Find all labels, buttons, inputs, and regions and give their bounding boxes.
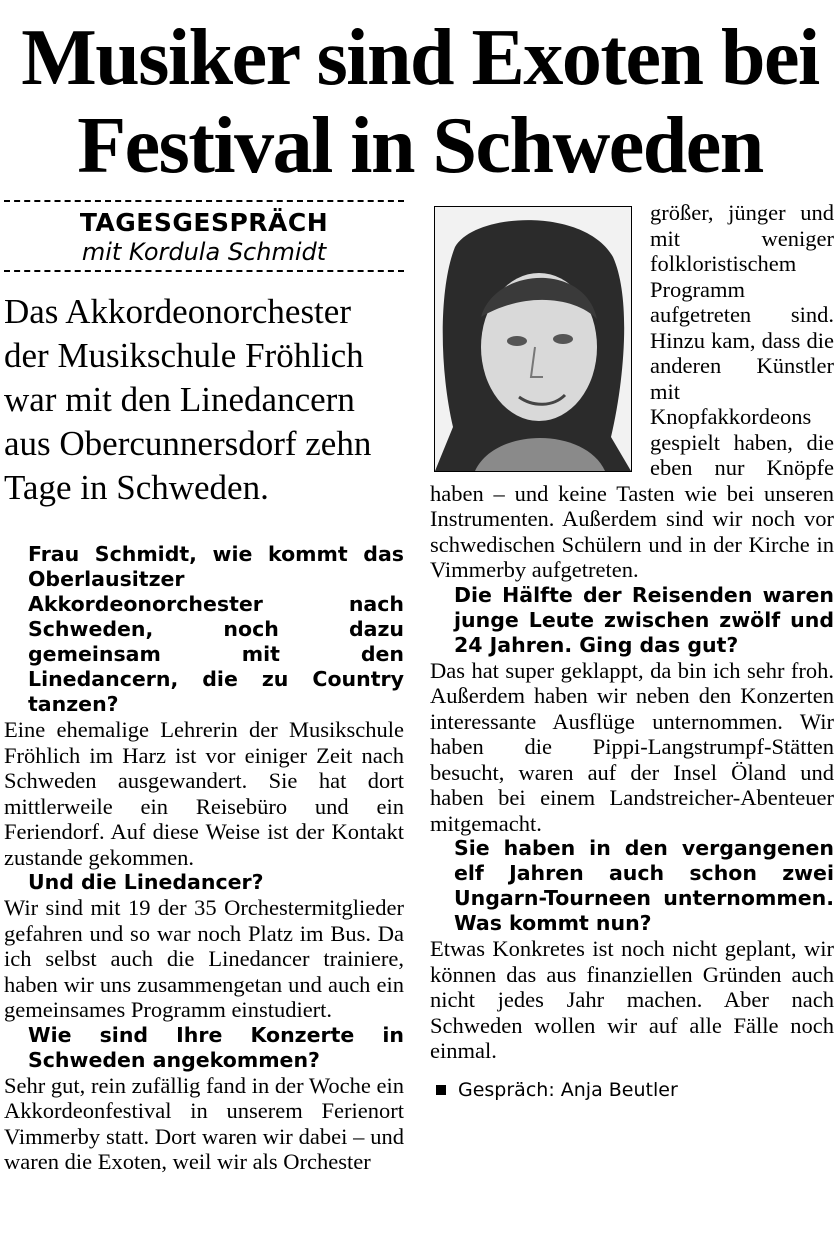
rubric-box: [4, 200, 404, 272]
interview-answer: Sehr gut, rein zufällig fand in der Woche ein Akkordeonfestival in unserem Ferienort Vimmerby statt. Dort waren wir dabei – und waren die Exoten, weil wir als Orchester: [4, 1072, 404, 1174]
interview-question: Die Hälfte der Reisenden waren junge Leute zwischen zwölf und 24 Jahren. Ging das gut?: [454, 582, 834, 657]
headline: Musiker sind Exoten bei Festival in Schweden: [21, 14, 819, 190]
credit-text: Gespräch: Anja Beutler: [458, 1078, 678, 1101]
author-credit: [430, 1078, 834, 1102]
interview-answer: Etwas Konkretes ist noch nicht geplant, wir können das aus finanziellen Gründen auch nicht jedes Jahr machen. Aber nach Schweden wollen wir auf alle Fälle noch einmal.: [430, 936, 834, 1063]
interview-answer: Wir sind mit 19 der 35 Orchestermitglieder gefahren und so war noch Platz im Bus. Da ich selbst auch die Linedancer trainiere, haben wir uns zusammengetan und auch ein gemeinsames Programm einstudiert.: [4, 895, 404, 1022]
portrait-photo: [434, 206, 632, 472]
bullet-icon: [436, 1085, 446, 1095]
portrait-image: [435, 207, 631, 471]
interview-question: Sie haben in den vergangenen elf Jahren auch schon zwei Ungarn-Tourneen unternommen. Was kommt nun?: [454, 836, 834, 935]
interview-answer: größer, jünger und mit weniger folkloristischem Programm aufgetreten sind. Hinzu kam, dass die anderen Künstler mit Knopfakkordeons gespielt haben, die eben nur Knöpfe haben – und keine Tasten wie bei unseren Instrumenten. Außerdem sind wir noch vor schwedischen Schülern und in der Kirche in Vimmerby aufgetreten.: [430, 200, 834, 582]
interview-question: Und die Linedancer?: [28, 870, 264, 894]
rubric-title: TAGESGESPRÄCH: [79, 208, 329, 237]
interview-question: Frau Schmidt, wie kommt das Oberlausitzer Akkordeonorchester nach Schweden, noch dazu gemeinsam mit den Linedancern, die zu Country tanzen?: [28, 542, 404, 716]
interview-answer: Eine ehemalige Lehrerin der Musikschule Fröhlich im Harz ist vor einiger Zeit nach Schweden ausgewandert. Sie hat dort mittlerweile ein Reisebüro und ein Feriendorf. Auf diese Weise ist der Kontakt zustande gekommen.: [4, 717, 404, 870]
rubric-subtitle: mit Kordula Schmidt: [81, 238, 327, 266]
left-column: [4, 200, 404, 1175]
interview-question: Wie sind Ihre Konzerte in Schweden angekommen?: [28, 1022, 404, 1072]
right-column: [430, 200, 834, 1102]
interview-answer: Das hat super geklappt, da bin ich sehr froh. Außerdem haben wir neben den Konzerten interessante Ausflüge unternommen. Wir haben die Pippi-Langstrumpf-Stätten besucht, waren auf der Insel Öland und haben bei einem Landstreicher-Abenteuer mitgemacht.: [430, 657, 834, 836]
lead-paragraph: Das Akkordeonorchester der Musikschule Fröhlich war mit den Linedancern aus Obercunnersdorf zehn Tage in Schweden.: [4, 292, 372, 507]
